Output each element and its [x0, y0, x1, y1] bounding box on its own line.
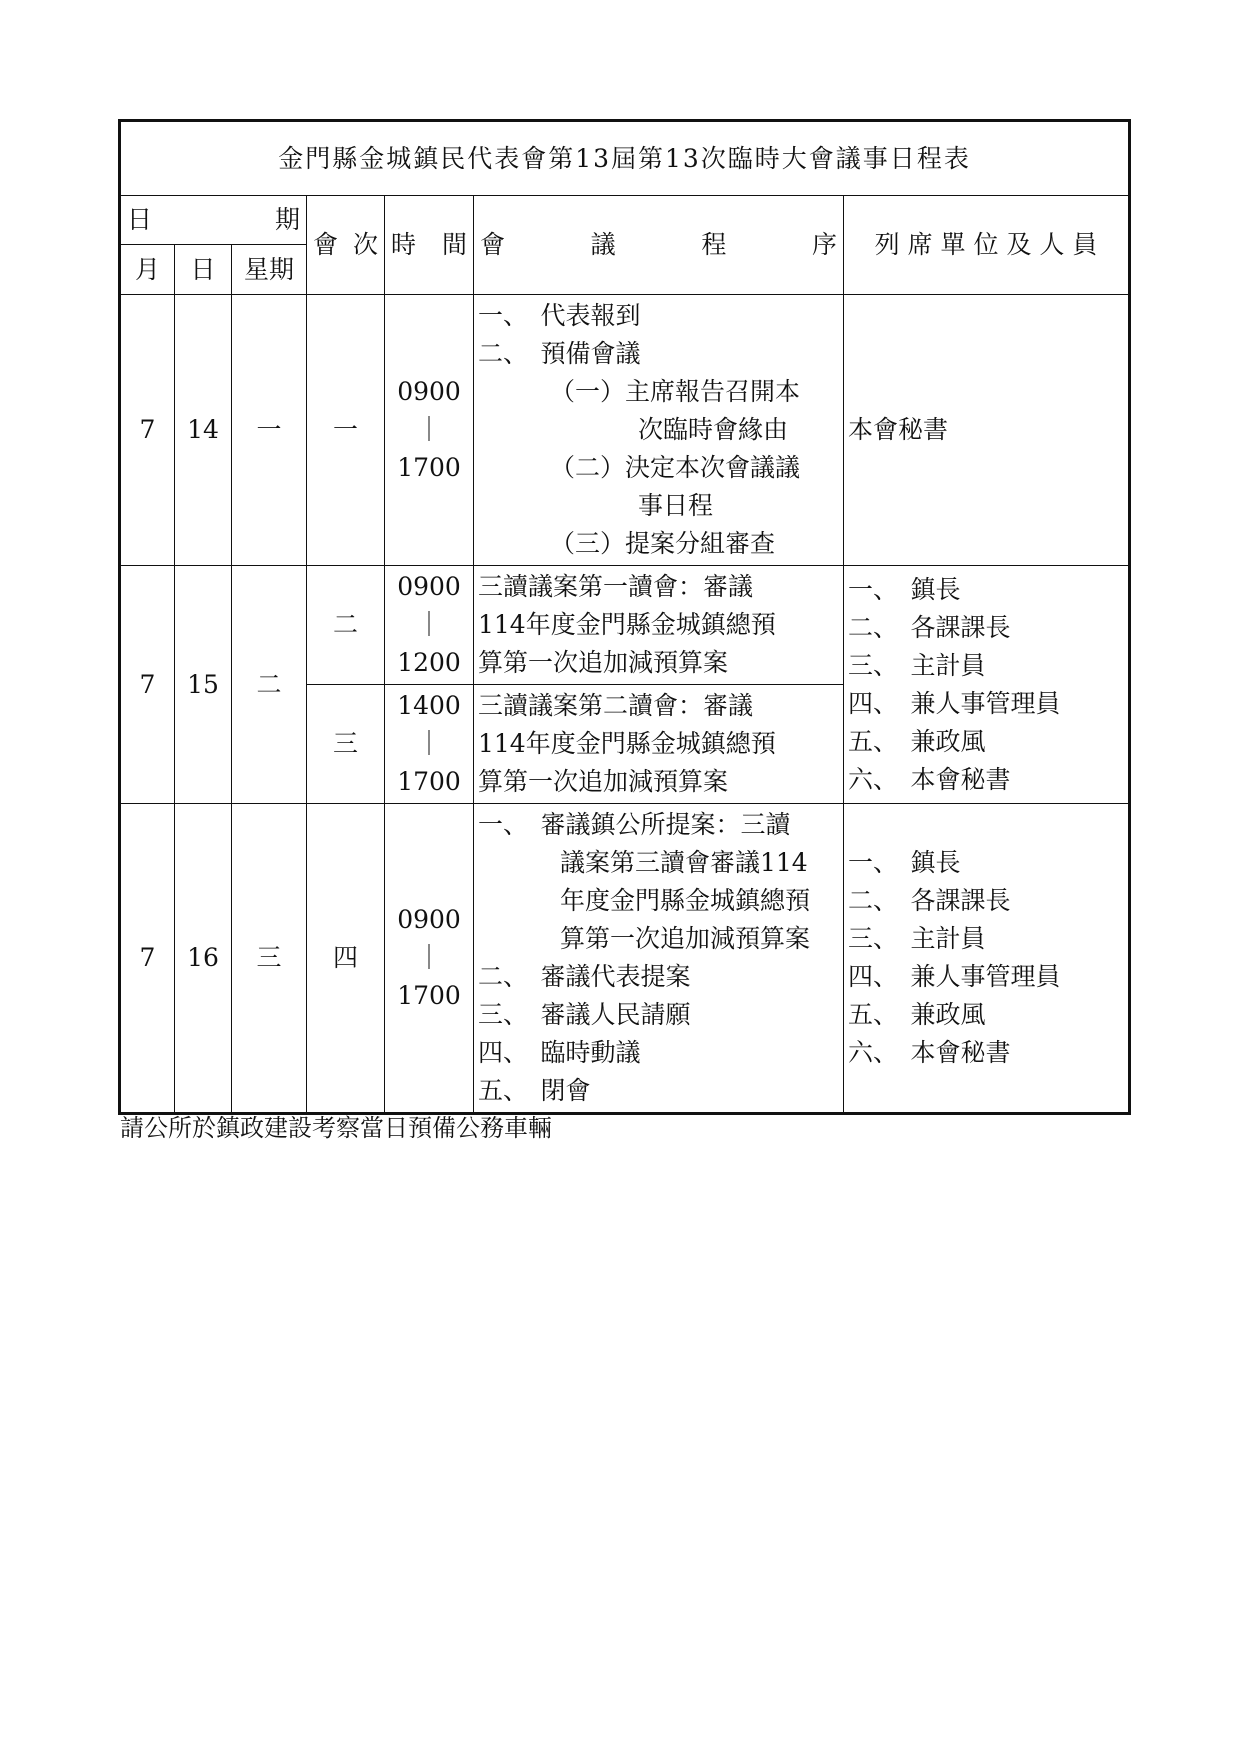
header-day: 日 [175, 245, 232, 295]
session-cell: 四 [307, 804, 385, 1114]
agenda-cell: 三讀議案第二讀會：審議 114年度金門縣金城鎮總預 算第一次追加減預算案 [474, 685, 844, 804]
session-cell: 一 [307, 295, 385, 566]
time-cell: 1400 ｜ 1700 [385, 685, 474, 804]
attendees-cell: 一、 鎮長 二、 各課課長 三、 主計員 四、 兼人事管理員 五、 兼政風 六、 本會秘書 [844, 566, 1130, 804]
header-time: 時 間 [385, 196, 474, 295]
time-cell: 0900 ｜ 1700 [385, 804, 474, 1114]
header-date: 日 期 [120, 196, 307, 245]
session-cell: 二 [307, 566, 385, 685]
weekday-cell: 一 [232, 295, 307, 566]
attendees-cell: 本會秘書 [844, 295, 1130, 566]
header-agenda: 會 議 程 序 [474, 196, 844, 295]
table-row [120, 566, 1130, 685]
month-cell: 7 [120, 566, 175, 804]
table-title: 金門縣金城鎮民代表會第13屆第13次臨時大會議事日程表 [120, 121, 1130, 196]
day-cell: 14 [175, 295, 232, 566]
time-cell: 0900 ｜ 1700 [385, 295, 474, 566]
agenda-cell: 一、 審議鎮公所提案：三讀 議案第三讀會審議114 年度金門縣金城鎮總預 算第一次追加減預算案 二、 審議代表提案 三、 審議人民請願 四、 臨時動議 五、 閉會 [474, 804, 844, 1114]
table-row [120, 804, 1130, 1114]
month-cell: 7 [120, 295, 175, 566]
header-attendees: 列 席 單 位 及 人 員 [844, 196, 1130, 295]
weekday-cell: 三 [232, 804, 307, 1114]
day-cell: 15 [175, 566, 232, 804]
attendees-cell: 一、 鎮長 二、 各課課長 三、 主計員 四、 兼人事管理員 五、 兼政風 六、 本會秘書 [844, 804, 1130, 1114]
agenda-cell: 三讀議案第一讀會：審議 114年度金門縣金城鎮總預 算第一次追加減預算案 [474, 566, 844, 685]
footnote: 請公所於鎮政建設考察當日預備公務車輛 [120, 1114, 552, 1142]
header-weekday: 星期 [232, 245, 307, 295]
weekday-cell: 二 [232, 566, 307, 804]
agenda-table [118, 119, 1131, 1115]
day-cell: 16 [175, 804, 232, 1114]
table-row [120, 295, 1130, 566]
agenda-cell: 一、 代表報到 二、 預備會議 （一）主席報告召開本 次臨時會緣由 （二）決定本次會議議 事日程 （三）提案分組審查 [474, 295, 844, 566]
month-cell: 7 [120, 804, 175, 1114]
header-session: 會 次 [307, 196, 385, 295]
time-cell: 0900 ｜ 1200 [385, 566, 474, 685]
session-cell: 三 [307, 685, 385, 804]
header-month: 月 [120, 245, 175, 295]
